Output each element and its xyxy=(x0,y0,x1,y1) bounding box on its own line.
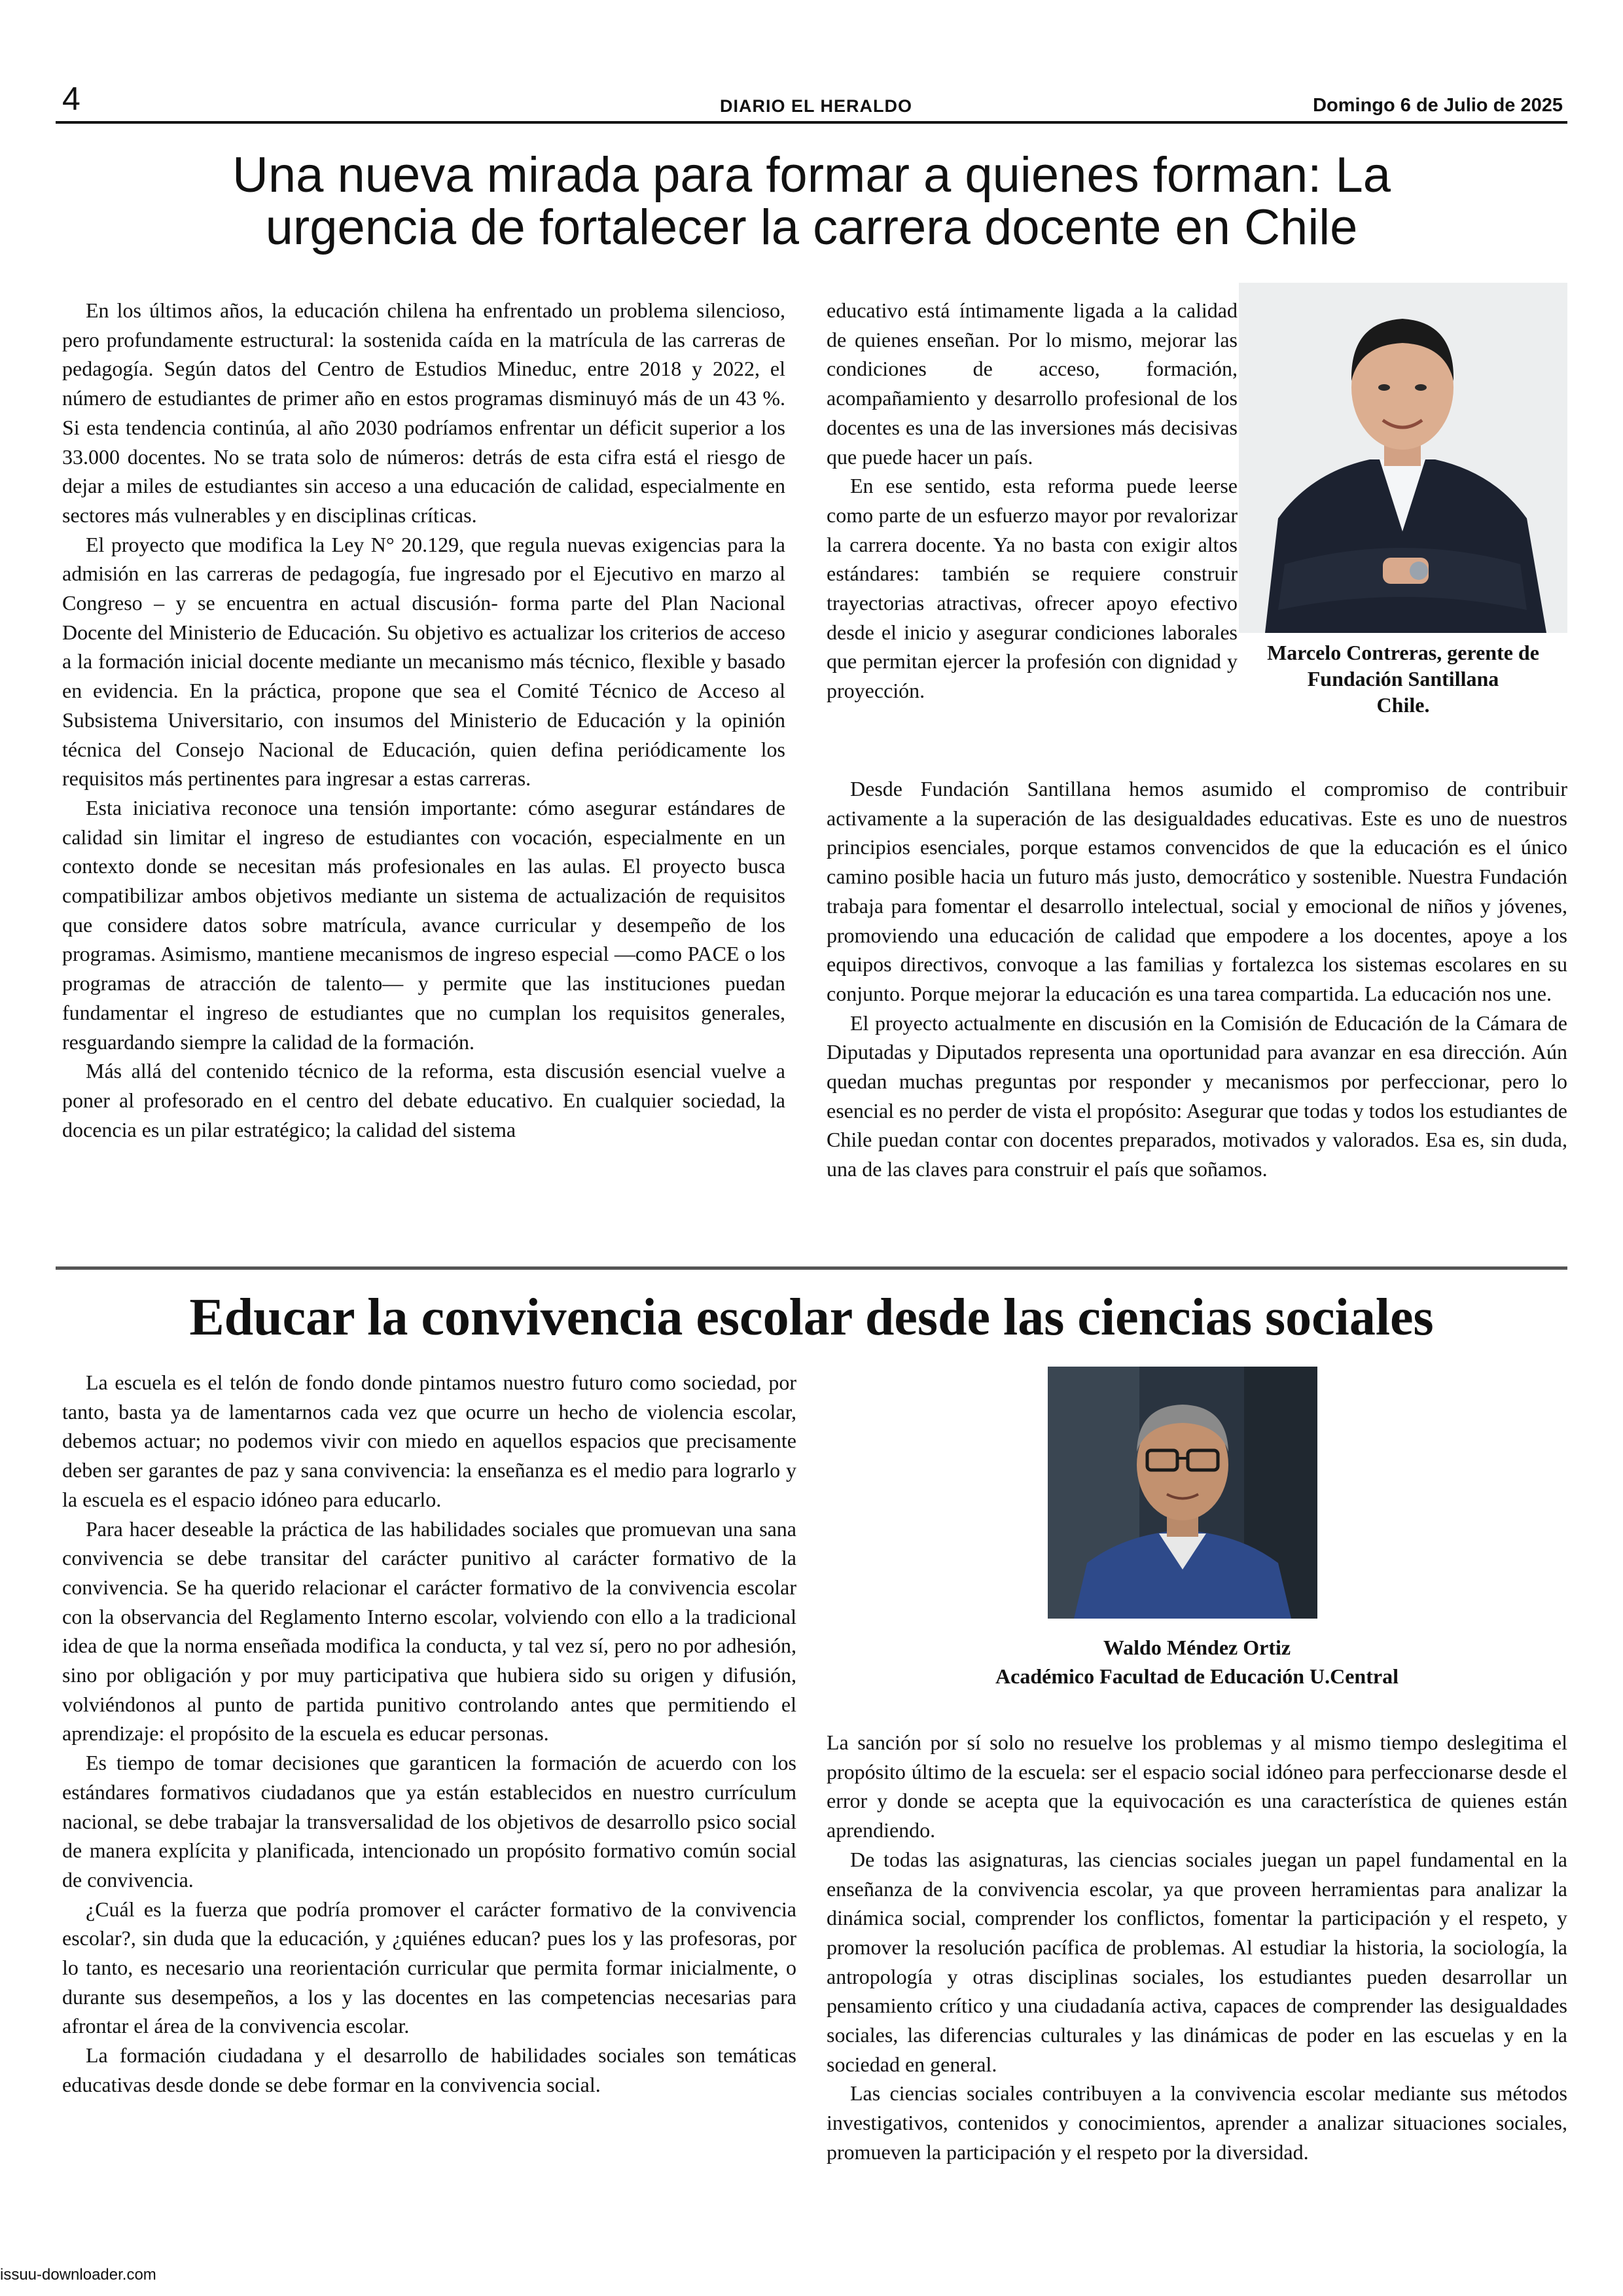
article1-right-narrow-column xyxy=(827,296,1238,706)
paragraph: Para hacer deseable la práctica de las habilidades sociales que promuevan una sana convivencia se debe transitar del carácter punitivo al carácter formativo de la convivencia. Se ha querido relacionar el carácter formativo de la convivencia escolar con la observancia del Reglamento Interno escolar, volviendo con ello a la tradicional idea de que la norma enseñada modifica la conducta, y tal vez sí, pero no por adhesión, sino por obligación y por muy participativa que hubiera sido su origen y difusión, volviéndonos al punto de partida punitivo controlando antes que permitiendo el aprendizaje: el propósito de la escuela es educar personas. xyxy=(62,1516,796,1746)
article2-left-column xyxy=(62,1368,796,2100)
paragraph: El proyecto que modifica la Ley N° 20.129, que regula nuevas exigencias para la admisión en las carreras de pedagogía, fue ingresado por el Ejecutivo en marzo al Congreso – y se encuentra en actual discusión- forma parte del Plan Nacional Docente del Ministerio de Educación. Su objetivo es actualizar los criterios de acceso a la formación inicial docente mediante un mecanismo más técnico, flexible y basado en evidencia. En la práctica, propone que sea el Comité Técnico de Acceso al Subsistema Universitario, con insumos del Ministerio de Educación y la opinión técnica del Consejo Nacional de Educación, quien defina periódicamente los requisitos más pertinentes para ingresar a estas carreras. xyxy=(62,532,785,791)
author2-title: Académico Facultad de Educación U.Central xyxy=(995,1664,1399,1688)
publication-name: DIARIO EL HERALDO xyxy=(720,96,913,116)
article1-title-line1: Una nueva mirada para formar a quienes forman: La xyxy=(232,147,1391,203)
paragraph: ¿Cuál es la fuerza que podría promover el carácter formativo de la convivencia escolar?, sin duda que la educación, y ¿quiénes educan? pues los y las profesoras, por lo tanto, es necesario una reorientación curricular que permita formar inicialmente, o durante sus desempeños, a los y las docentes en las competencias necesarias para afrontar el área de la convivencia escolar. xyxy=(62,1897,796,2038)
paragraph: Las ciencias sociales contribuyen a la convivencia escolar mediante sus métodos investigativos, contenidos y conocimientos, aprender a analizar situaciones sociales, promueven la participación y el respeto por la diversidad. xyxy=(827,2081,1567,2164)
article-divider xyxy=(56,1266,1567,1270)
publication-date: Domingo 6 de Julio de 2025 xyxy=(1313,95,1563,116)
author2-photo xyxy=(1048,1367,1317,1619)
article1-title xyxy=(105,149,1518,254)
paragraph: La formación ciudadana y el desarrollo de habilidades sociales son temáticas educativas desde donde se debe formar en la convivencia social. xyxy=(62,2043,796,2096)
author-caption xyxy=(1239,639,1567,718)
author2-name: Waldo Méndez Ortiz xyxy=(1103,1636,1291,1659)
author2-caption xyxy=(827,1633,1567,1691)
paragraph: educativo está íntimamente ligada a la calidad de quienes enseñan. Por lo mismo, mejorar las condiciones de acceso, formación, acompañamiento y desarrollo profesional de los docentes es una de las inversiones más decisivas que puede hacer un país. xyxy=(827,298,1238,469)
paragraph: De todas las asignaturas, las ciencias sociales juegan un papel fundamental en la enseñanza de la convivencia escolar, ya que proveen herramientas para analizar la dinámica social, comprender los conflictos, fomentar la participación y el respeto, y promover la resolución pacífica de problemas. Al estudiar la historia, la sociología, la antropología y otras disciplinas sociales, los estudiantes pueden desarrollar un pensamiento crítico y una ciudadanía activa, capaces de comprender las desigualdades sociales, las diferencias culturales y las dinámicas de poder en las escuelas y en la sociedad en general. xyxy=(827,1847,1567,2076)
article1-left-column xyxy=(62,296,785,1144)
paragraph: Esta iniciativa reconoce una tensión importante: cómo asegurar estándares de calidad sin limitar el ingreso de estudiantes con vocación, especialmente en un contexto donde se necesitan más profesionales en las aulas. El proyecto busca compatibilizar ambos objetivos mediante un sistema de actualización de requisitos que considere datos sobre matrícula, avance curricular y desempeño de los programas. Asimismo, mantiene mecanismos de ingreso especial —como PACE o los programas de atracción de talento— y permite que las instituciones puedan fundamentar el ingreso de estudiantes que no cumplan los requisitos generales, resguardando siempre la calidad de la formación. xyxy=(62,795,785,1054)
portrait2-image xyxy=(1048,1367,1317,1619)
paragraph: En ese sentido, esta reforma puede leerse como parte de un esfuerzo mayor por revalorizar la carrera docente. Ya no basta con exigir altos estándares: también se requiere construir trayectorias atractivas, ofrecer apoyo efectivo desde el inicio y asegurar condiciones laborales que permitan ejercer la profesión con dignidad y proyección. xyxy=(827,474,1238,703)
article1-title-line2: urgencia de fortalecer la carrera docente en Chile xyxy=(265,200,1358,255)
paragraph: Más allá del contenido técnico de la reforma, esta discusión esencial vuelve a poner al profesorado en el centro del debate educativo. En cualquier sociedad, la docencia es un pilar estratégico; la calidad del sistema xyxy=(62,1059,785,1141)
watermark-link[interactable]: issuu-downloader.com xyxy=(0,2266,156,2284)
page-number: 4 xyxy=(62,81,80,117)
paragraph: La escuela es el telón de fondo donde pintamos nuestro futuro como sociedad, por tanto, basta ya de lamentarnos cada vez que ocurre un hecho de violencia escolar, debemos actuar; no podemos vivir con miedo en aquellos espacios que precisamente deben ser garantes de paz y sana convivencia: la enseñanza es el medio para lograrlo y la escuela es el espacio idóneo para educarlo. xyxy=(62,1371,796,1511)
paragraph: Es tiempo de tomar decisiones que garanticen la formación de acuerdo con los estándares formativos ciudadanos que ya están establecidos en nuestro currículum nacional, se debe trabajar la transversalidad de los objetivos de desarrollo psico social de manera explícita y planificada, intencionado un propósito formativo común social de convivencia. xyxy=(62,1751,796,1892)
article2-title: Educar la convivencia escolar desde las ciencias sociales xyxy=(189,1289,1434,1346)
portrait-image xyxy=(1239,283,1567,633)
article1-right-full-column xyxy=(827,774,1567,1184)
paragraph: Desde Fundación Santillana hemos asumido el compromiso de contribuir activamente a la superación de las desigualdades educativas. Este es uno de nuestros principios esenciales, porque estamos convencidos de que la educación es el único camino posible hacia un futuro más justo, democrático y sostenible. Nuestra Fundación trabaja para fomentar el desarrollo intelectual, social y emocional de niños y jóvenes, promoviendo una educación de calidad que empodere a los docentes, apoye a los equipos directivos, convoque a las familias y fortalezca los sistemas escolares en su conjunto. Porque mejorar la educación es una tarea compartida. La educación nos une. xyxy=(827,777,1567,1005)
author-photo xyxy=(1239,283,1567,633)
caption-line2: Chile. xyxy=(1376,693,1430,717)
paragraph: La sanción por sí solo no resuelve los problemas y al mismo tiempo deslegitima el propósito último de la escuela: ser el espacio social idóneo para perfeccionarse desde el error y donde se acepta que la equivocación es una característica de quienes están aprendiendo. xyxy=(827,1731,1567,1842)
paragraph: En los últimos años, la educación chilena ha enfrentado un problema silencioso, pero profundamente estructural: la sostenida caída en la matrícula de las carreras de pedagogía. Según datos del Centro de Estudios Mineduc, entre 2018 y 2022, el número de estudiantes de primer año en estos programas disminuyó más de un 43 %. Si esta tendencia continúa, al año 2030 podríamos enfrentar un déficit superior a los 33.000 docentes. No se trata solo de números: detrás de esta cifra está el riesgo de dejar a miles de estudiantes sin acceso a una educación de calidad, especialmente en sectores más vulnerables y en disciplinas críticas. xyxy=(62,298,785,527)
caption-line1: Marcelo Contreras, gerente de Fundación Santillana xyxy=(1267,641,1539,691)
article2-right-column xyxy=(827,1728,1567,2167)
paragraph: El proyecto actualmente en discusión en la Comisión de Educación de la Cámara de Diputadas y Diputados representa una oportunidad para avanzar en esa dirección. Aún quedan muchas preguntas por responder y mecanismos por perfeccionar, pero lo esencial es no perder de vista el propósito: Asegurar que todas y todos los estudiantes de Chile puedan contar con docentes preparados, motivados y valorados. Esa es, sin duda, una de las claves para construir el país que soñamos. xyxy=(827,1011,1567,1181)
header-rule xyxy=(56,121,1567,124)
